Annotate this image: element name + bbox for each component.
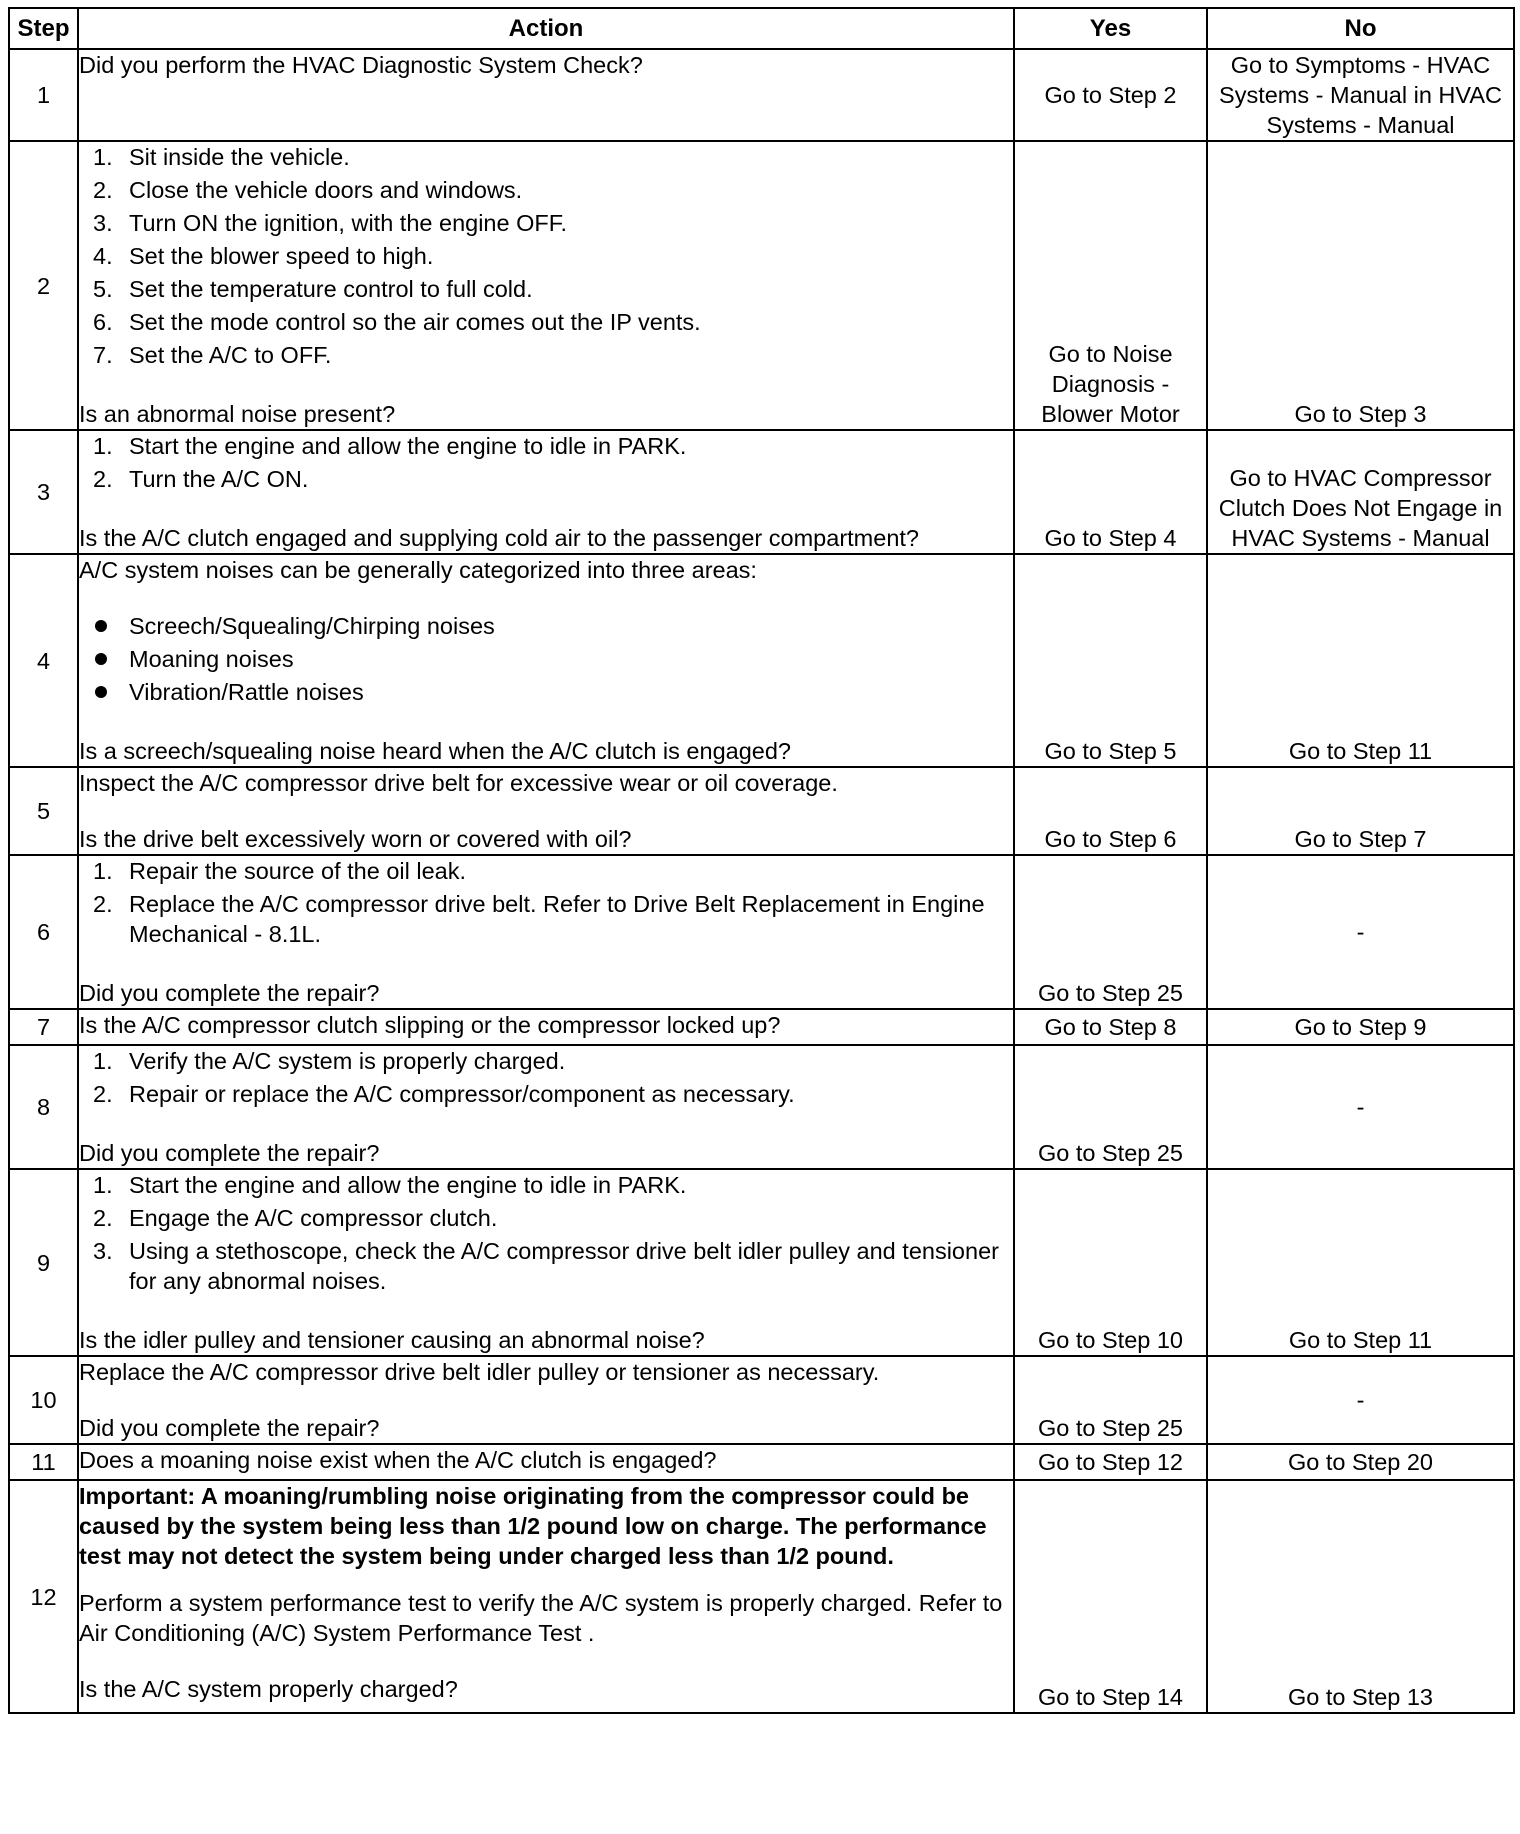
action-cell: [78, 855, 1014, 1009]
action-cell: [78, 554, 1014, 767]
list-item: [79, 1046, 1013, 1076]
no-result: -: [1207, 1356, 1514, 1444]
step-number: 11: [9, 1444, 78, 1480]
list-item-text: Close the vehicle doors and windows.: [129, 177, 523, 203]
action-cell: [78, 1045, 1014, 1169]
noise-category-list: [79, 611, 1013, 707]
action-cell: [78, 1356, 1014, 1444]
list-item: [79, 611, 1013, 641]
action-cell: [78, 430, 1014, 554]
table-row: [9, 855, 1514, 1009]
table-row: [9, 767, 1514, 855]
action-question: Is the A/C system properly charged?: [79, 1676, 458, 1702]
table-row: [9, 49, 1514, 141]
table-row: [9, 1009, 1514, 1045]
table-row: [9, 141, 1514, 430]
list-item-text: Repair or replace the A/C compressor/component as necessary.: [129, 1081, 795, 1107]
table-row: [9, 1480, 1514, 1713]
list-item-text: Sit inside the vehicle.: [129, 144, 350, 170]
no-result: Go to Step 3: [1207, 141, 1514, 430]
list-item-text: Turn ON the ignition, with the engine OFF.: [129, 210, 568, 236]
list-item-number: 2.: [93, 1081, 113, 1107]
list-item-number: 1.: [93, 433, 113, 459]
list-item: [79, 464, 1013, 494]
no-result: Go to Step 11: [1207, 1169, 1514, 1356]
step-number: 8: [9, 1045, 78, 1169]
yes-result: Go to Step 25: [1014, 855, 1207, 1009]
list-item-text: Verify the A/C system is properly charged.: [129, 1048, 566, 1074]
action-question: Is the A/C clutch engaged and supplying cold air to the passenger compartment?: [79, 525, 919, 551]
list-item-text: Vibration/Rattle noises: [129, 679, 364, 705]
list-item: [79, 431, 1013, 461]
list-item-text: Repair the source of the oil leak.: [129, 858, 467, 884]
procedure-list: [79, 431, 1013, 494]
action-instruction: Is the A/C compressor clutch slipping or the compressor locked up?: [79, 1012, 781, 1038]
list-item: [79, 677, 1013, 707]
action-instruction: Perform a system performance test to verify the A/C system is properly charged. Refer to Air Conditioning (A/C) System Performance Test .: [79, 1590, 1003, 1646]
list-item: [79, 241, 1013, 271]
table-row: [9, 554, 1514, 767]
action-question: Is an abnormal noise present?: [79, 401, 396, 427]
no-result: Go to Step 13: [1207, 1480, 1514, 1713]
yes-result: Go to Step 12: [1014, 1444, 1207, 1480]
action-cell: [78, 49, 1014, 141]
action-question: Did you complete the repair?: [79, 980, 380, 1006]
yes-result: Go to Step 25: [1014, 1045, 1207, 1169]
action-instruction: Did you perform the HVAC Diagnostic System Check?: [79, 52, 643, 78]
list-item: [79, 1170, 1013, 1200]
yes-result: Go to Step 25: [1014, 1356, 1207, 1444]
yes-result: Go to Step 5: [1014, 554, 1207, 767]
important-note: Important: A moaning/rumbling noise originating from the compressor could be caused by the system being less than 1/2 pound low on charge. The performance test may not detect the system being under charged less than 1/2 pound.: [79, 1483, 987, 1569]
procedure-list: [79, 142, 1013, 370]
step-number: 12: [9, 1480, 78, 1713]
action-instruction: A/C system noises can be generally categorized into three areas:: [79, 557, 757, 583]
list-item-text: Set the temperature control to full cold.: [129, 276, 533, 302]
bullet-icon: [95, 653, 107, 665]
list-item-text: Turn the A/C ON.: [129, 466, 309, 492]
step-number: 4: [9, 554, 78, 767]
list-item-number: 2.: [93, 466, 113, 492]
no-result: Go to Step 11: [1207, 554, 1514, 767]
action-cell: [78, 141, 1014, 430]
step-number: 1: [9, 49, 78, 141]
list-item-text: Set the blower speed to high.: [129, 243, 434, 269]
list-item-number: 2.: [93, 891, 113, 917]
list-item-number: 5.: [93, 276, 113, 302]
action-cell: [78, 1009, 1014, 1045]
list-item: [79, 142, 1013, 172]
table-row: [9, 1045, 1514, 1169]
no-result: -: [1207, 1045, 1514, 1169]
yes-result: Go to Step 14: [1014, 1480, 1207, 1713]
list-item: [79, 1079, 1013, 1109]
bullet-icon: [95, 620, 107, 632]
list-item-number: 3.: [93, 210, 113, 236]
list-item: [79, 856, 1013, 886]
action-question: Is a screech/squealing noise heard when the A/C clutch is engaged?: [79, 738, 791, 764]
action-instruction: Does a moaning noise exist when the A/C clutch is engaged?: [79, 1447, 717, 1473]
table-row: [9, 430, 1514, 554]
action-cell: [78, 1480, 1014, 1713]
action-question: Did you complete the repair?: [79, 1140, 380, 1166]
list-item: [79, 175, 1013, 205]
list-item-text: Replace the A/C compressor drive belt. Refer to Drive Belt Replacement in Engine Mechanical - 8.1L.: [129, 891, 985, 947]
action-question: Is the idler pulley and tensioner causing an abnormal noise?: [79, 1327, 705, 1353]
yes-result: Go to Noise Diagnosis - Blower Motor: [1014, 141, 1207, 430]
step-number: 10: [9, 1356, 78, 1444]
list-item-text: Moaning noises: [129, 646, 294, 672]
bullet-icon: [95, 686, 107, 698]
procedure-list: [79, 1170, 1013, 1296]
action-question: Is the drive belt excessively worn or covered with oil?: [79, 826, 632, 852]
no-result: -: [1207, 855, 1514, 1009]
list-item-number: 7.: [93, 342, 113, 368]
list-item-number: 1.: [93, 144, 113, 170]
list-item: [79, 307, 1013, 337]
table-row: [9, 1356, 1514, 1444]
list-item-number: 3.: [93, 1238, 113, 1264]
header-step: Step: [9, 8, 78, 49]
no-result: Go to Step 7: [1207, 767, 1514, 855]
list-item-number: 4.: [93, 243, 113, 269]
table-row: [9, 1444, 1514, 1480]
action-cell: [78, 767, 1014, 855]
no-result: Go to Symptoms - HVAC Systems - Manual in HVAC Systems - Manual: [1207, 49, 1514, 141]
list-item: [79, 274, 1013, 304]
list-item-number: 1.: [93, 858, 113, 884]
step-number: 6: [9, 855, 78, 1009]
no-result: Go to Step 20: [1207, 1444, 1514, 1480]
header-no: No: [1207, 8, 1514, 49]
action-question: Did you complete the repair?: [79, 1415, 380, 1441]
yes-result: Go to Step 10: [1014, 1169, 1207, 1356]
yes-result: Go to Step 2: [1014, 49, 1207, 141]
list-item-number: 2.: [93, 177, 113, 203]
step-number: 9: [9, 1169, 78, 1356]
table-body: [9, 49, 1514, 1713]
list-item: [79, 1236, 1013, 1296]
list-item: [79, 889, 1013, 949]
list-item-number: 2.: [93, 1205, 113, 1231]
list-item: [79, 644, 1013, 674]
list-item-number: 1.: [93, 1172, 113, 1198]
action-instruction: Inspect the A/C compressor drive belt for excessive wear or oil coverage.: [79, 770, 838, 796]
list-item-number: 1.: [93, 1048, 113, 1074]
list-item: [79, 208, 1013, 238]
header-yes: Yes: [1014, 8, 1207, 49]
yes-result: Go to Step 8: [1014, 1009, 1207, 1045]
list-item-number: 6.: [93, 309, 113, 335]
list-item-text: Using a stethoscope, check the A/C compressor drive belt idler pulley and tensioner for any abnormal noises.: [129, 1238, 999, 1294]
list-item-text: Engage the A/C compressor clutch.: [129, 1205, 498, 1231]
header-row: [9, 8, 1514, 49]
yes-result: Go to Step 4: [1014, 430, 1207, 554]
list-item-text: Start the engine and allow the engine to idle in PARK.: [129, 1172, 687, 1198]
step-number: 3: [9, 430, 78, 554]
list-item-text: Start the engine and allow the engine to idle in PARK.: [129, 433, 687, 459]
action-cell: [78, 1444, 1014, 1480]
list-item-text: Set the mode control so the air comes out the IP vents.: [129, 309, 701, 335]
yes-result: Go to Step 6: [1014, 767, 1207, 855]
list-item-text: Screech/Squealing/Chirping noises: [129, 613, 495, 639]
step-number: 5: [9, 767, 78, 855]
header-action: Action: [78, 8, 1014, 49]
list-item-text: Set the A/C to OFF.: [129, 342, 332, 368]
step-number: 7: [9, 1009, 78, 1045]
procedure-list: [79, 1046, 1013, 1109]
step-number: 2: [9, 141, 78, 430]
diagnostic-table: [8, 7, 1515, 1714]
list-item: [79, 340, 1013, 370]
table-row: [9, 1169, 1514, 1356]
no-result: Go to HVAC Compressor Clutch Does Not Engage in HVAC Systems - Manual: [1207, 430, 1514, 554]
no-result: Go to Step 9: [1207, 1009, 1514, 1045]
action-instruction: Replace the A/C compressor drive belt idler pulley or tensioner as necessary.: [79, 1359, 880, 1385]
procedure-list: [79, 856, 1013, 949]
action-cell: [78, 1169, 1014, 1356]
list-item: [79, 1203, 1013, 1233]
